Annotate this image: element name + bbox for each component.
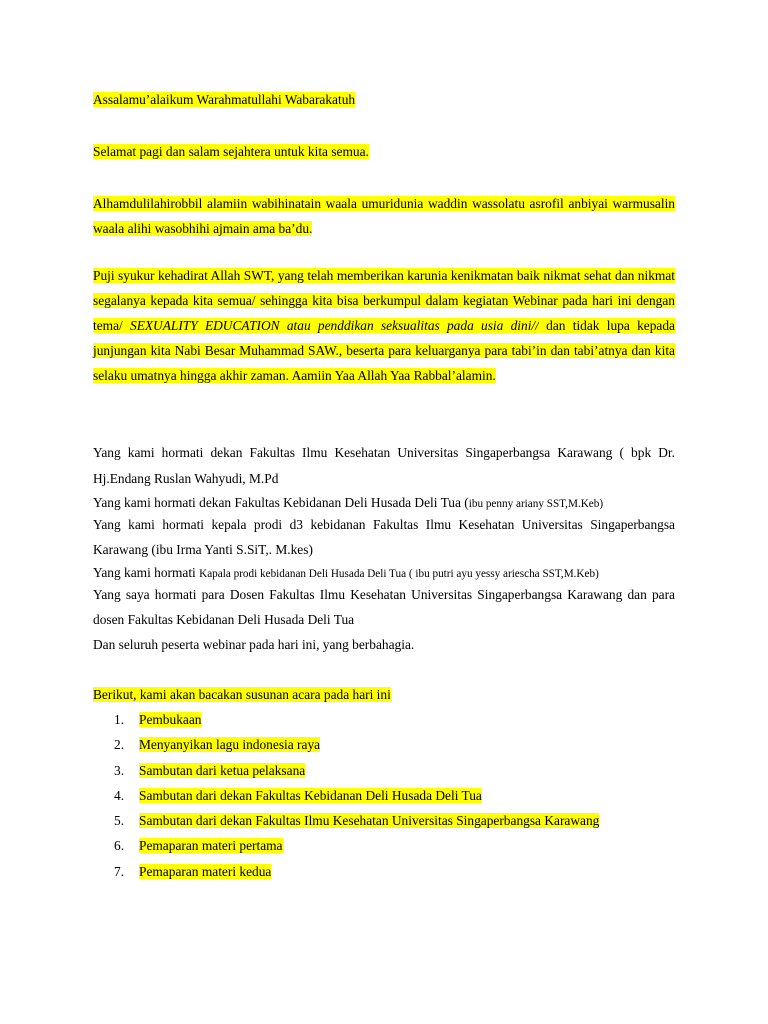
list-number: 1. bbox=[114, 712, 125, 727]
list-item bbox=[93, 859, 675, 884]
list-number: 3. bbox=[114, 762, 125, 778]
salam-text: Selamat pagi dan salam sejahtera untuk kita semua. bbox=[93, 144, 369, 159]
hormat-peserta: Dan seluruh peserta webinar pada hari ini, yang berbahagia. bbox=[93, 637, 415, 652]
hormat-kaprodi-dhdt bbox=[93, 566, 675, 581]
doa-paragraph bbox=[93, 191, 675, 241]
list-text: Pembukaan bbox=[139, 712, 202, 727]
greeting-paragraph bbox=[93, 87, 675, 112]
list-number: 2. bbox=[114, 737, 125, 753]
hormat-dekan-kebidanan bbox=[93, 496, 675, 511]
agenda-intro: Berikut, kami akan bacakan susunan acara pada hari ini bbox=[93, 687, 391, 702]
list-number: 4. bbox=[114, 787, 125, 803]
list-text: Menyanyikan lagu indonesia raya bbox=[139, 737, 321, 753]
list-text: Sambutan dari ketua pelaksana bbox=[139, 762, 306, 778]
hormat-dekan-kebidanan-small: ibu penny ariany SST,M.Keb) bbox=[468, 498, 604, 510]
list-text: Pemaparan materi pertama bbox=[139, 838, 283, 854]
list-number: 7. bbox=[114, 863, 125, 879]
hormat-dekan-kebidanan-main: Yang kami hormati dekan Fakultas Kebidanan Deli Husada Deli Tua ( bbox=[93, 495, 469, 510]
list-number: 5. bbox=[114, 813, 125, 829]
syukur-theme-italic: SEXUALITY EDUCATION atau penddikan seksualitas pada usia dini// bbox=[130, 318, 539, 333]
list-text: Pemaparan materi kedua bbox=[139, 863, 272, 879]
agenda-list bbox=[93, 707, 675, 884]
list-text: Sambutan dari dekan Fakultas Kebidanan Deli Husada Deli Tua bbox=[139, 787, 482, 803]
list-item bbox=[93, 783, 675, 808]
agenda-intro-paragraph bbox=[93, 682, 675, 707]
hormat-kaprodi-d3: Yang kami hormati kepala prodi d3 kebidanan Fakultas Ilmu Kesehatan Universitas Singaperbangsa Karawang (ibu Irma Yanti S.SiT,. M.kes) bbox=[93, 517, 675, 557]
list-number: 6. bbox=[114, 838, 125, 854]
hormat-kaprodi-dhdt-main: Yang kami hormati bbox=[93, 565, 200, 580]
list-item bbox=[93, 833, 675, 858]
syukur-text-start: Puji syukur kehadirat Allah SWT, yang telah memberikan karunia kenikmatan baik nikmat sehat dan nikmat segalanya kepada kita semua/ sehingga kita bisa berkumpul dalam kegiatan Webinar pada hari ini dengan tema/ bbox=[93, 268, 675, 333]
list-text: Sambutan dari dekan Fakultas Ilmu Kesehatan Universitas Singaperbangsa Karawang bbox=[139, 813, 600, 829]
salam-paragraph bbox=[93, 139, 675, 164]
document-page bbox=[93, 87, 675, 884]
syukur-paragraph bbox=[93, 263, 675, 388]
list-item bbox=[93, 808, 675, 833]
hormat-dekan-fik: Yang kami hormati dekan Fakultas Ilmu Kesehatan Universitas Singaperbangsa Karawang ( bpk Dr. Hj.Endang Ruslan Wahyudi, M.Pd bbox=[93, 445, 675, 486]
syukur-text-end: dan tidak lupa kepada junjungan kita Nabi Besar Muhammad SAW., beserta para keluarganya para tabi’in dan tabi’atnya dan kita selaku umatnya hingga akhir zaman. Aamiin Yaa Allah Yaa Rabbal’alamin. bbox=[93, 318, 675, 383]
list-item bbox=[93, 707, 675, 732]
hormat-kaprodi-dhdt-small: Kapala prodi kebidanan Deli Husada Deli Tua ( ibu putri ayu yessy ariescha SST,M.Keb) bbox=[199, 568, 599, 580]
list-item bbox=[93, 732, 675, 757]
doa-text: Alhamdulilahirobbil alamiin wabihinatain waala umuridunia waddin wassolatu asrofil anbiyai warmusalin waala alihi wasobhihi ajmain ama ba’du. bbox=[93, 196, 675, 236]
greeting-text: Assalamu’alaikum Warahmatullahi Wabarakatuh bbox=[93, 92, 356, 107]
list-item bbox=[93, 758, 675, 783]
hormat-dosen: Yang saya hormati para Dosen Fakultas Ilmu Kesehatan Universitas Singaperbangsa Karawang dan para dosen Fakultas Kebidanan Deli Husada Deli Tua bbox=[93, 587, 675, 627]
